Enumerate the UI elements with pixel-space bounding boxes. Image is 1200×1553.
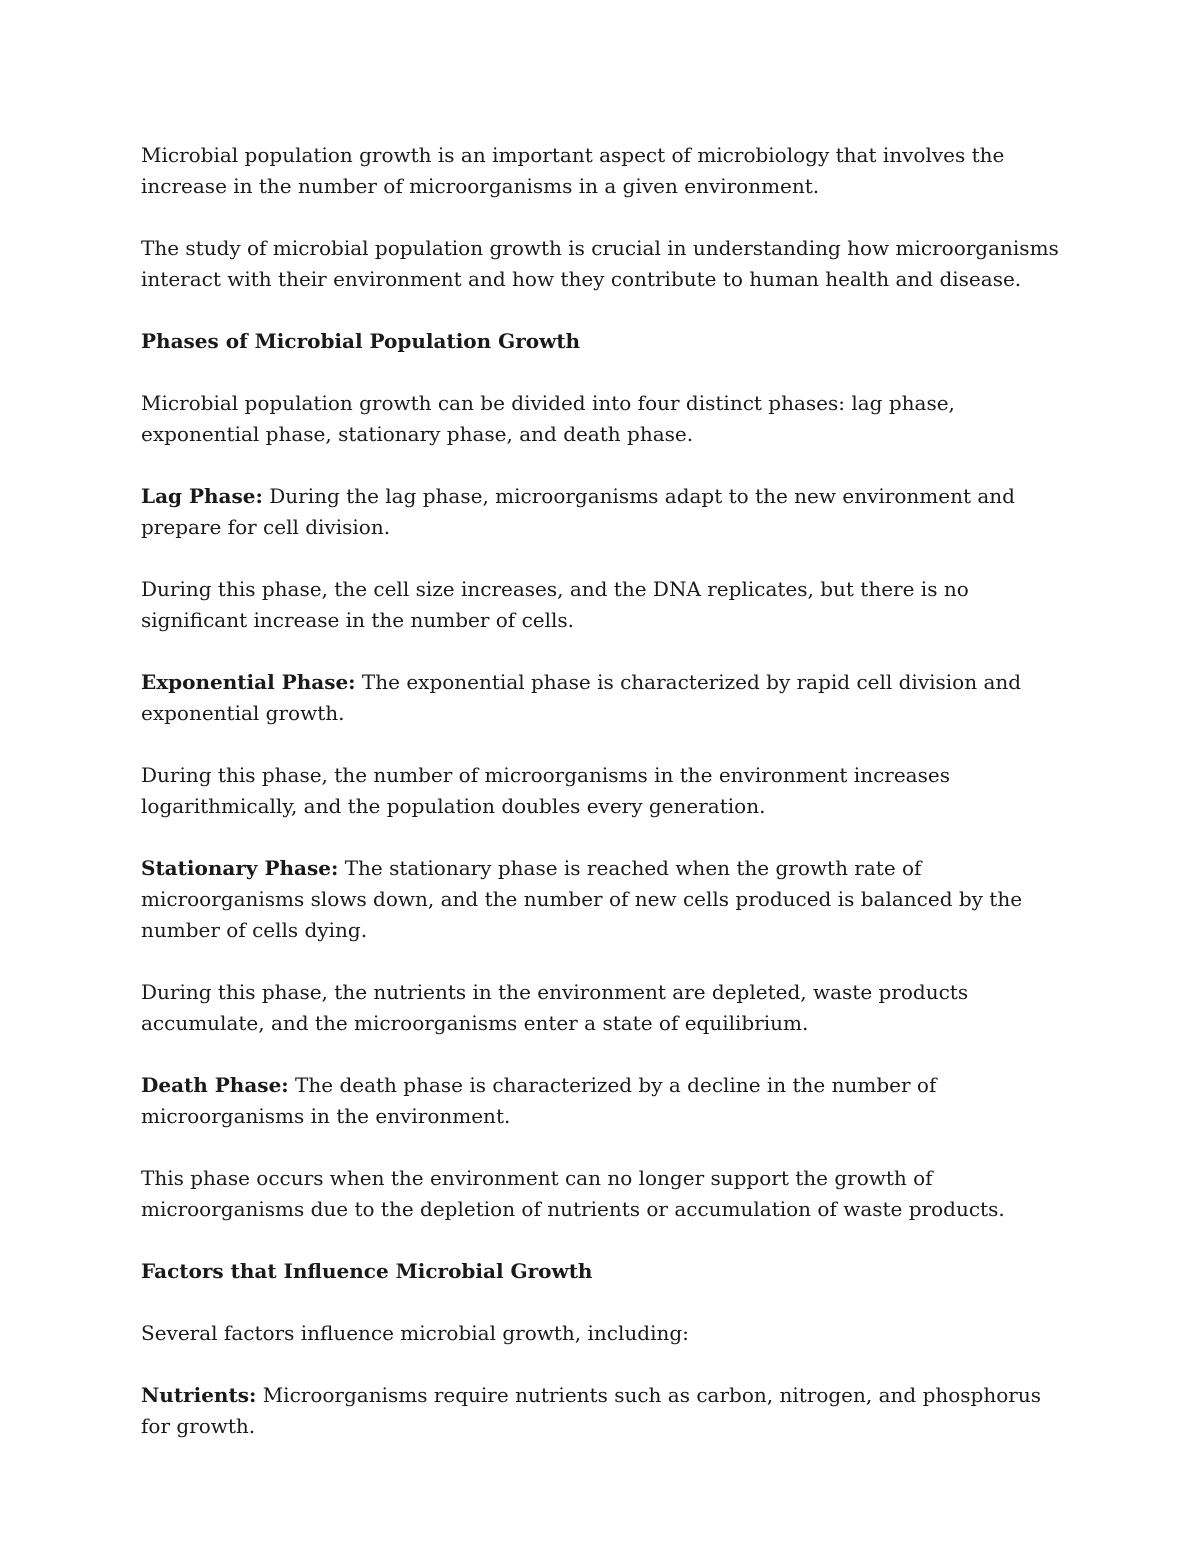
heading-phases: Phases of Microbial Population Growth [141,329,581,353]
lag-phase-detail: During this phase, the cell size increases, and the DNA replicates, but there is no significant increase in the number of cells. [141,577,969,632]
stationary-phase-text: The stationary phase is reached when the growth rate of microorganisms slows down, and the number of new cells produced is balanced by the number of cells dying. [141,856,1023,942]
exponential-phase-term: Exponential Phase: [141,670,356,694]
document-page [141,140,1061,1473]
death-phase-detail: This phase occurs when the environment can no longer support the growth of microorganisms due to the depletion of nutrients or accumulation of waste products. [141,1166,1005,1221]
nutrients-text: Microorganisms require nutrients such as carbon, nitrogen, and phosphorus for growth. [141,1383,1041,1438]
stationary-phase-paragraph [141,853,1061,946]
intro-paragraph-1: Microbial population growth is an important aspect of microbiology that involves the increase in the number of microorganisms in a given environment. [141,143,1005,198]
lag-phase-term: Lag Phase: [141,484,263,508]
heading-factors: Factors that Influence Microbial Growth [141,1259,593,1283]
death-phase-text: The death phase is characterized by a decline in the number of microorganisms in the environment. [141,1073,937,1128]
lag-phase-paragraph [141,481,1061,543]
nutrients-term: Nutrients: [141,1383,257,1407]
phases-overview: Microbial population growth can be divided into four distinct phases: lag phase, exponential phase, stationary phase, and death phase. [141,391,955,446]
exponential-phase-text: The exponential phase is characterized by rapid cell division and exponential growth. [141,670,1022,725]
death-phase-paragraph [141,1070,1061,1132]
lag-phase-text: During the lag phase, microorganisms adapt to the new environment and prepare for cell division. [141,484,1015,539]
stationary-phase-term: Stationary Phase: [141,856,339,880]
exponential-phase-paragraph [141,667,1061,729]
intro-paragraph-2: The study of microbial population growth is crucial in understanding how microorganisms interact with their environment and how they contribute to human health and disease. [141,236,1059,291]
nutrients-paragraph [141,1380,1061,1442]
stationary-phase-detail: During this phase, the nutrients in the environment are depleted, waste products accumulate, and the microorganisms enter a state of equilibrium. [141,980,969,1035]
death-phase-term: Death Phase: [141,1073,289,1097]
factors-overview: Several factors influence microbial growth, including: [141,1321,689,1345]
exponential-phase-detail: During this phase, the number of microorganisms in the environment increases logarithmically, and the population doubles every generation. [141,763,950,818]
